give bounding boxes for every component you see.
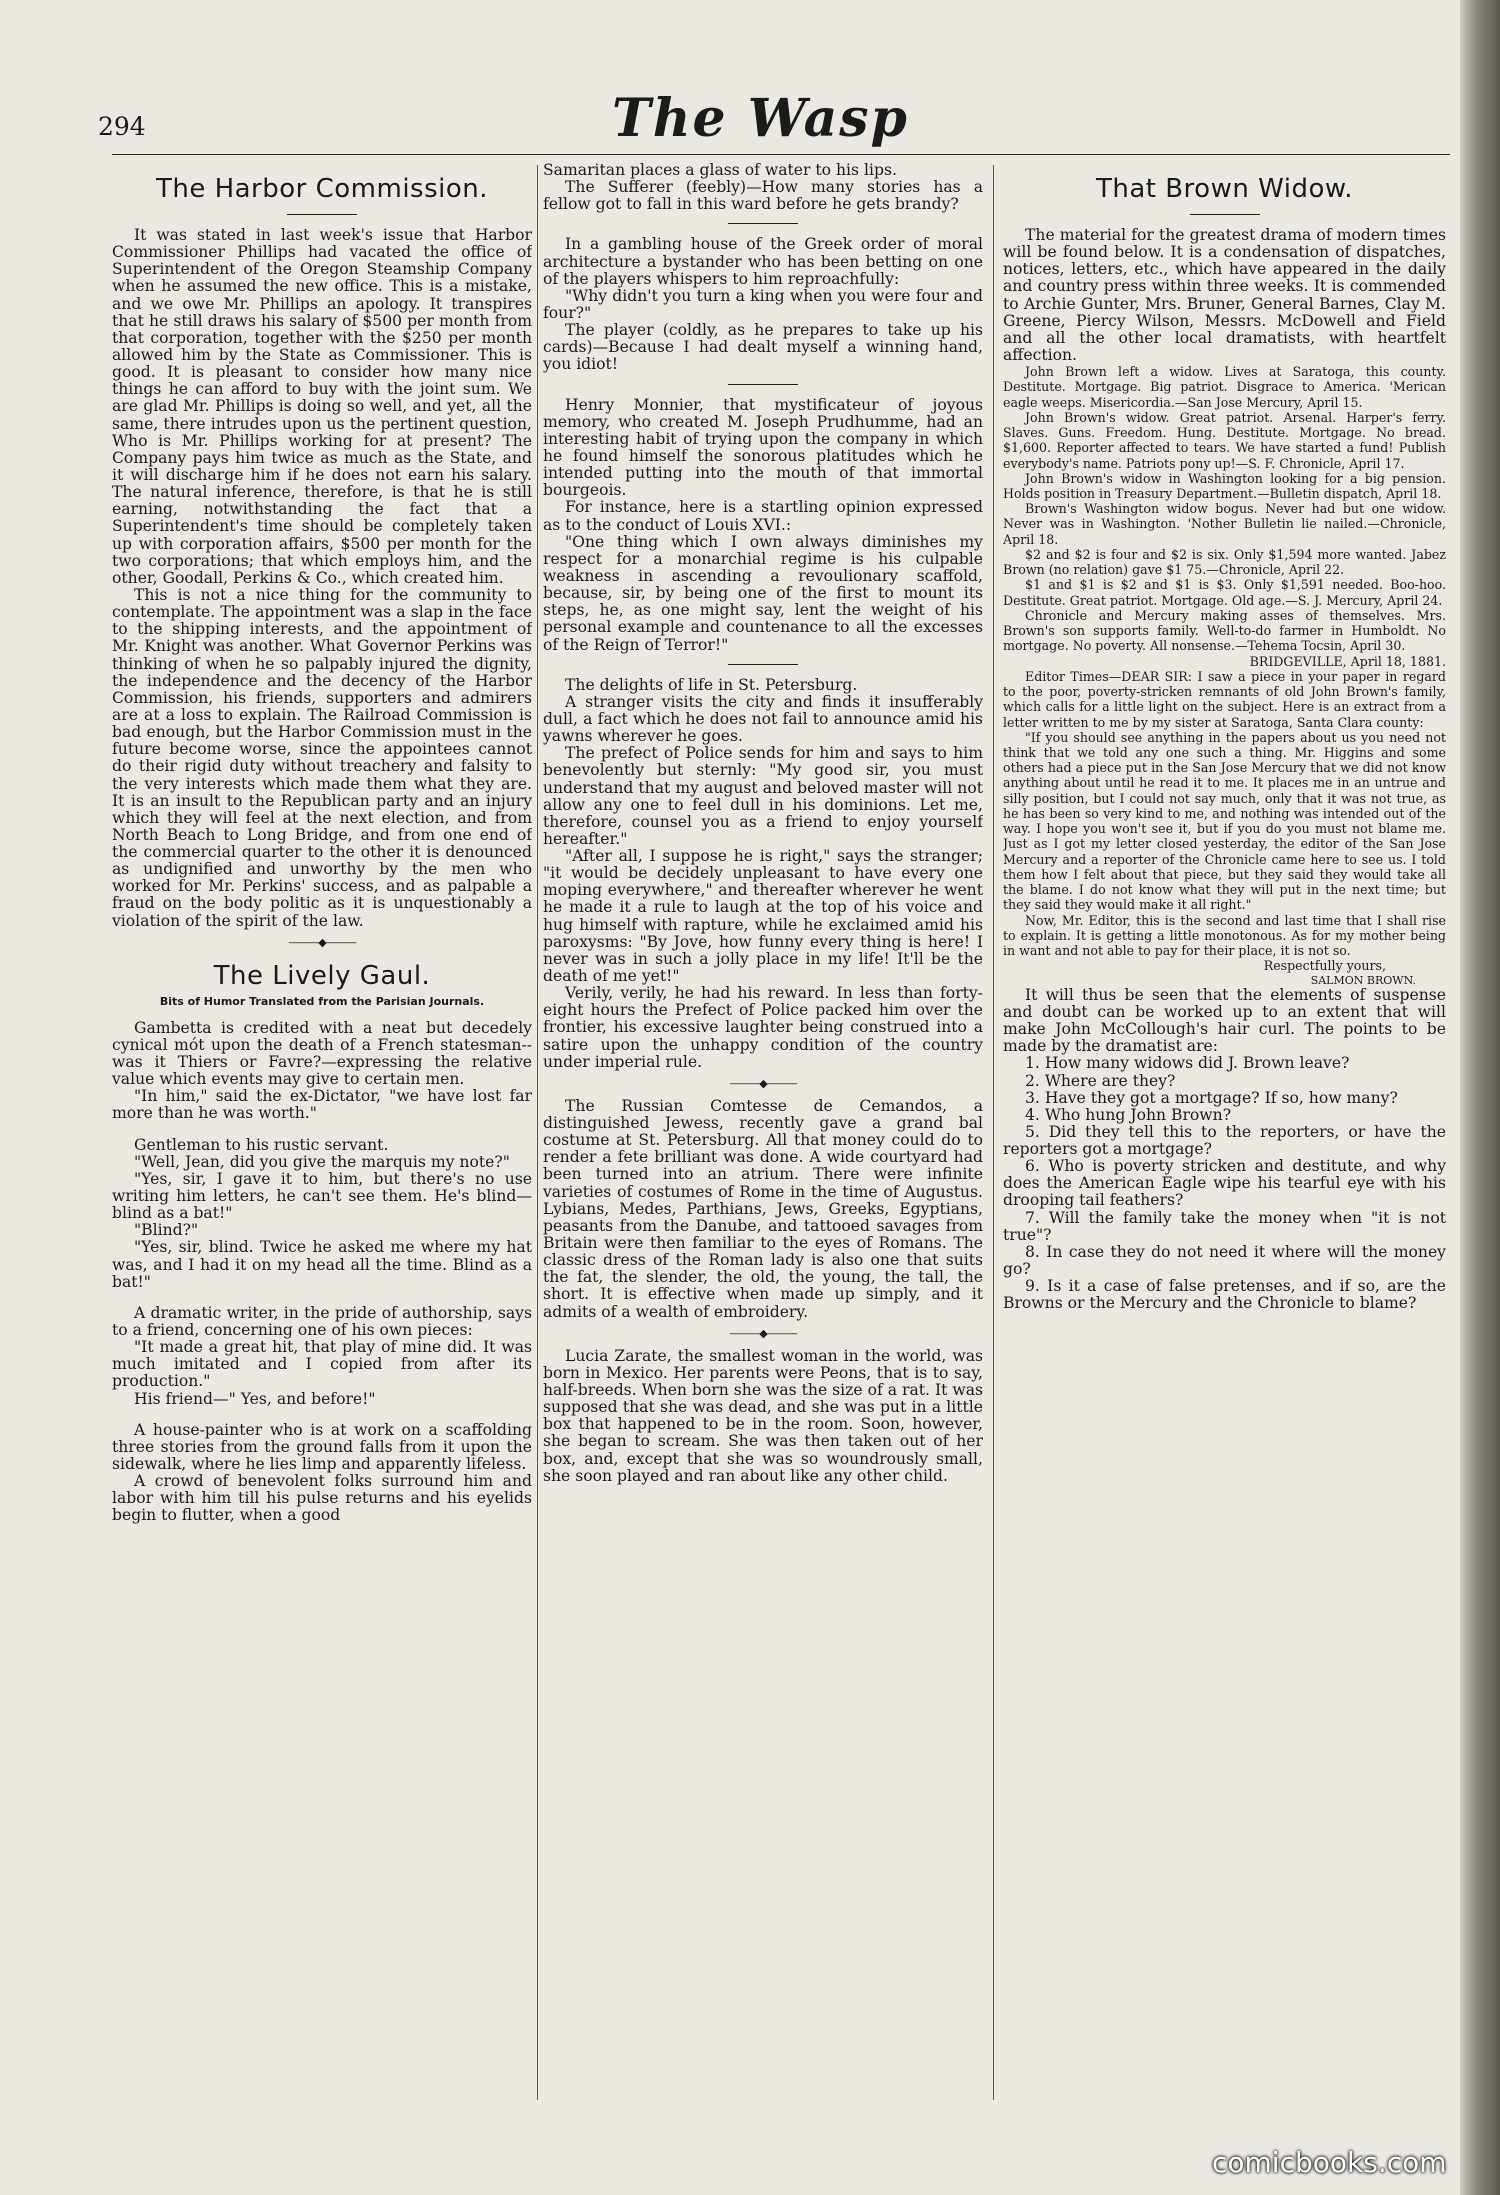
article-title-harbor: The Harbor Commission. [155, 174, 489, 204]
paragraph: In a gambling house of the Greek order of moral architecture a bystander who has been betting on one of the players whispers to him reproachfully: [543, 235, 983, 288]
paragraph: "After all, I suppose he is right," says the stranger; "it would be decidely unpleasant to have every one moping everywhere," and thereafter wherever he went he made it a rule to laugh at the top of his voice and hug himself with rapture, while he exclaimed amid his paroxysms: "By Jove, how funny every thing is here! I never was in such a jolly place in my life! It'll be the death of me yet!" [543, 847, 983, 986]
paragraph: A stranger visits the city and finds it insufferably dull, a fact which he does not fail to announce amid his yawns wherever he goes. [543, 692, 983, 746]
paragraph: The Russian Comtesse de Cemandos, a distinguished Jewess, recently gave a grand bal costume at St. Petersburg. All that money could do to render a fete brilliant was done. A wide courtyard had been turned into an atrium. There were infinite varieties of costumes of Rome in the time of Augustus. Lybians, Medes, Parthians, Jews, Greeks, Egyptians, peasants from the Danube, and tattooed savages from Britain were then familiar to the eyes of Romans. The classic dress of the Roman lady is also one that suits the fat, the slender, the old, the young, the tall, the short. It is effective when made up simply, and it admits of a wealth of embroidery. [543, 1096, 983, 1321]
paragraph: The Sufferer (feebly)—How many stories has a fellow got to fall in this ward before he gets brandy? [543, 178, 983, 214]
paragraph: "Why didn't you turn a king when you were four and four?" [543, 286, 983, 322]
title-rule [1190, 214, 1260, 215]
press-clipping: John Brown's widow. Great patriot. Arsenal. Harper's ferry. Slaves. Guns. Freedom. Hung. Destitute. Mortgage. No bread. $1,600. Reporter affected to tears. We have started a fund! Publish everybody's name. Patriots pony up!—S. F. Chronicle, April 17. [1003, 409, 1446, 471]
paragraph: The player (coldly, as he prepares to take up his cards)—Because I had dealt myself a winning hand, you idiot! [543, 321, 983, 374]
letter-paragraph: Editor Times—DEAR SIR: I saw a piece in your paper in regard to the poor, poverty-stricken remnants of old John Brown's family, which calls for a little light on the subject. Here is an extract from a letter written to me by my sister at Saratoga, Santa Clara county: [1003, 668, 1446, 730]
list-item: 7. Will the family take the money when "it is not true"? [1003, 1208, 1446, 1244]
paragraph: "Blind?" [134, 1221, 199, 1240]
paragraph: For instance, here is a startling opinion expressed as to the conduct of Louis XVI.: [543, 498, 983, 534]
section-ornament: ———◆——— [729, 1076, 797, 1090]
paragraph: Verily, verily, he had his reward. In less than forty-eight hours the Prefect of Police packed him over the frontier, his excessive laughter being construed into a satire upon the unhappy condition of the country under imperial rule. [543, 984, 983, 1071]
letter-dateline: BRIDGEVILLE, April 18, 1881. [1249, 653, 1446, 669]
paragraph: This is not a nice thing for the community to contemplate. The appointment was a slap in the face to the shipping interests, and the appointment of Mr. Knight was another. What Governor Perkins was thinking of when he so palpably injured the dignity, the independence and the decency of the Harbor Commission, his friends, supporters and admirers are at a loss to explain. The Railroad Commission is bad enough, but the Harbor Commission must in the future become worse, since the appointees cannot do their rigid duty without treachery and falsity to the very interests which made them what they are. It is an insult to the Republican party and an injury which they will feel at the next election, and from North Beach to Long Bridge, and from one end of the commercial quarter to the other it is denounced as undignified and unworthy by the men who worked for Mr. Perkins' success, and as palpable a fraud on the body politic as it is unquestionably a violation of the spirit of the law. [112, 585, 532, 930]
paragraph: A dramatic writer, in the pride of authorship, says to a friend, concerning one of his own pieces: [112, 1303, 532, 1340]
press-clipping: $2 and $2 is four and $2 is six. Only $1,594 more wanted. Jabez Brown (no relation) gave $1 75.—Chronicle, April 22. [1003, 546, 1446, 578]
list-item: 2. Where are they? [1025, 1071, 1176, 1090]
page-edge [1460, 0, 1500, 2195]
list-item: 6. Who is poverty stricken and destitute, and why does the American Eagle wipe his tearful eye with his drooping tail feathers? [1003, 1157, 1446, 1210]
paragraph: Samaritan places a glass of water to his lips. [543, 162, 897, 179]
list-item: 4. Who hung John Brown? [1025, 1105, 1232, 1124]
separator-rule [728, 664, 798, 665]
list-item: 9. Is it a case of false pretenses, and if so, are the Browns or the Mercury and the Chronicle to blame? [1003, 1277, 1446, 1313]
paragraph: Gentleman to his rustic servant. [134, 1135, 389, 1154]
paragraph: "It made a great hit, that play of mine did. It was much imitated and I copied from after its production." [112, 1338, 532, 1391]
press-clipping: Brown's Washington widow bogus. Never had but one widow. Never was in Washington. 'Nother Bulletin lie nailed.—Chronicle, April 18. [1003, 501, 1446, 547]
paragraph: "One thing which I own always diminishes my respect for a monarchial regime is his culpable weakness in ascending a revoulionary scaffold, because, sir, by being one of the first to mount its steps, he, as one might say, lent the weight of his personal example and countenance to all the excesses of the Reign of Terror!" [543, 532, 983, 654]
letter-paragraph: Now, Mr. Editor, this is the second and last time that I shall rise to explain. It is getting a little monotonous. As for my mother being in want and not able to pay for their place, it is not so. [1003, 912, 1446, 959]
paragraph: "Yes, sir, blind. Twice he asked me where my hat was, and I had it on my head all the time. Blind as a bat!" [112, 1238, 532, 1291]
paragraph: Henry Monnier, that mystificateur of joyous memory, who created M. Joseph Prudhumme, had an interesting habit of trying upon the company in which he found himself the sonorous platitudes which he intended putting into the mouth of that immortal bourgeois. [543, 395, 983, 500]
column-divider [537, 165, 538, 2100]
title-rule [287, 214, 357, 215]
paragraph: "In him," said the ex-Dictator, "we have lost far more than he was worth." [112, 1087, 532, 1123]
paragraph: "Well, Jean, did you give the marquis my note?" [134, 1152, 510, 1171]
list-item: 8. In case they do not need it where will the money go? [1003, 1242, 1446, 1279]
question-list [1003, 1055, 1446, 1312]
list-item: 3. Have they got a mortgage? If so, how many? [1025, 1088, 1398, 1107]
paragraph: It will thus be seen that the elements of suspense and doubt can be worked up to an extent that will make John McCollough's hair curl. The points to be made by the dramatist are: [1003, 985, 1446, 1056]
column-left [112, 162, 532, 2155]
article-title-brown-widow: That Brown Widow. [1095, 174, 1354, 204]
press-clipping: $1 and $1 is $2 and $1 is $3. Only $1,591 needed. Boo-hoo. Destitute. Great patriot. Mortgage. Old age.—S. J. Mercury, April 24. [1003, 577, 1446, 608]
paragraph: His friend—" Yes, and before!" [134, 1389, 376, 1408]
paragraph: It was stated in last week's issue that Harbor Commissioner Phillips had vacated the office of Superintendent of the Oregon Steamship Company when he assumed the new office. This is a mistake, and we owe Mr. Phillips an apology. It transpires that he still draws his salary of $500 per month from that corporation, together with the $250 per month allowed him by the State as Commissioner. This is good. It is pleasant to consider how many nice things he can afford to buy with the joint sum. We are glad Mr. Phillips is doing so well, and yet, all the same, there intrudes upon us the pertinent question, Who is Mr. Phillips working for at present? The Company pays him twice as much as the State, and it will discharge him if he does not earn his salary. The natural inference, therefore, is that he is still earning, notwithstanding the fact that a Superintendent's time should be completely taken up with corporation affairs, $500 per month for the two corporations; that which employs him, and the other, Goodall, Perkins & Co., which created him. [112, 226, 532, 587]
watermark: comicbooks.com [1212, 2146, 1447, 2179]
paragraph: Lucia Zarate, the smallest woman in the world, was born in Mexico. Her parents were Peons, that is to say, half-breeds. When born she was the size of a rat. It was supposed that she was dead, and she was put in a little box that happened to be in the room. Soon, however, she began to scream. She was then taken out of her box, and, except that she was so woundrously small, she soon played and ran about like any other child. [543, 1346, 983, 1485]
separator-rule [728, 223, 798, 224]
paragraph: "Yes, sir, I gave it to him, but there's no use writing him letters, he can't see them. He's blind—blind as a bat!" [112, 1169, 532, 1223]
masthead-rule [112, 154, 1450, 155]
page-number: 294 [98, 112, 146, 141]
letter-closing: Respectfully yours, [1263, 958, 1386, 974]
separator-rule [728, 384, 798, 385]
column-middle [543, 162, 983, 2155]
section-ornament: ———◆——— [288, 935, 356, 949]
paragraph: A house-painter who is at work on a scaffolding three stories from the ground falls from it upon the sidewalk, where he lies limp and apparently lifeless. [112, 1420, 532, 1473]
press-clipping: John Brown left a widow. Lives at Saratoga, this county. Destitute. Mortgage. Big patriot. Disgrace to America. 'Merican eagle weeps. Misericordia.—San Jose Mercury, April 15. [1003, 364, 1446, 410]
paragraph: The delights of life in St. Petersburg. [565, 675, 858, 694]
column-right [1003, 162, 1446, 2155]
paragraph: A crowd of benevolent folks surround him and labor with him till his pulse returns and his eyelids begin to flutter, when a good [112, 1472, 532, 1525]
article-subtitle: Bits of Humor Translated from the Parisian Journals. [159, 994, 485, 1008]
paragraph: The prefect of Police sends for him and says to him benevolently but sternly: "My good sir, you must understand that my august and beloved master will not allow any one to feel dull in his dominions. Let me, therefore, counsel you as a friend to enjoy yourself hereafter." [543, 744, 983, 848]
article-title-gaul: The Lively Gaul. [213, 960, 431, 991]
paragraph: Gambetta is credited with a neat but decedely cynical mót upon the death of a French statesman--was it Thiers or Favre?—expressing the relative value which events may give to certain men. [112, 1018, 532, 1089]
list-item: 5. Did they tell this to the reporters, or have the reporters got a mortgage? [1003, 1122, 1446, 1159]
letter-signature: SALMON BROWN. [1310, 973, 1416, 987]
section-ornament: ———◆——— [729, 1326, 797, 1340]
list-item: 1. How many widows did J. Brown leave? [1025, 1054, 1350, 1073]
letter-paragraph: "If you should see anything in the papers about us you need not think that we told any one such a thing. Mr. Higgins and some others had a piece put in the San Jose Mercury that we did not know anything about until he read it to me. It places me in an untrue and silly position, but I could not say much, only that it was not true, as he has been so very kind to me, and nothing was intended out of the way. I hope you won't see it, but if you do you must not blame me. Just as I got my letter closed yesterday, the editor of the San Jose Mercury and a reporter of the Chronicle came here to see us. I told them how I felt about that piece, but they said they would take all the blame. I do not know what they will put in the next time; but they said they would make it all right." [1003, 729, 1446, 913]
column-divider [993, 165, 994, 2100]
masthead-title: The Wasp [612, 88, 909, 149]
press-clipping: John Brown's widow in Washington looking for a big pension. Holds position in Treasury Department.—Bulletin dispatch, April 18. [1003, 470, 1446, 501]
press-clipping: Chronicle and Mercury making asses of themselves. Mrs. Brown's son supports family. Well-to-do farmer in Humboldt. No mortgage. No poverty. All nonsense.—Tehema Tocsin, April 30. [1003, 607, 1446, 654]
paragraph: The material for the greatest drama of modern times will be found below. It is a condensation of dispatches, notices, letters, etc., which have appeared in the daily and country press within three weeks. It is commended to Archie Gunter, Mrs. Bruner, General Barnes, Clay M. Greene, Piercy Wilson, Messrs. McDowell and Field and all the other local dramatists, with heartfelt affection. [1003, 226, 1446, 364]
